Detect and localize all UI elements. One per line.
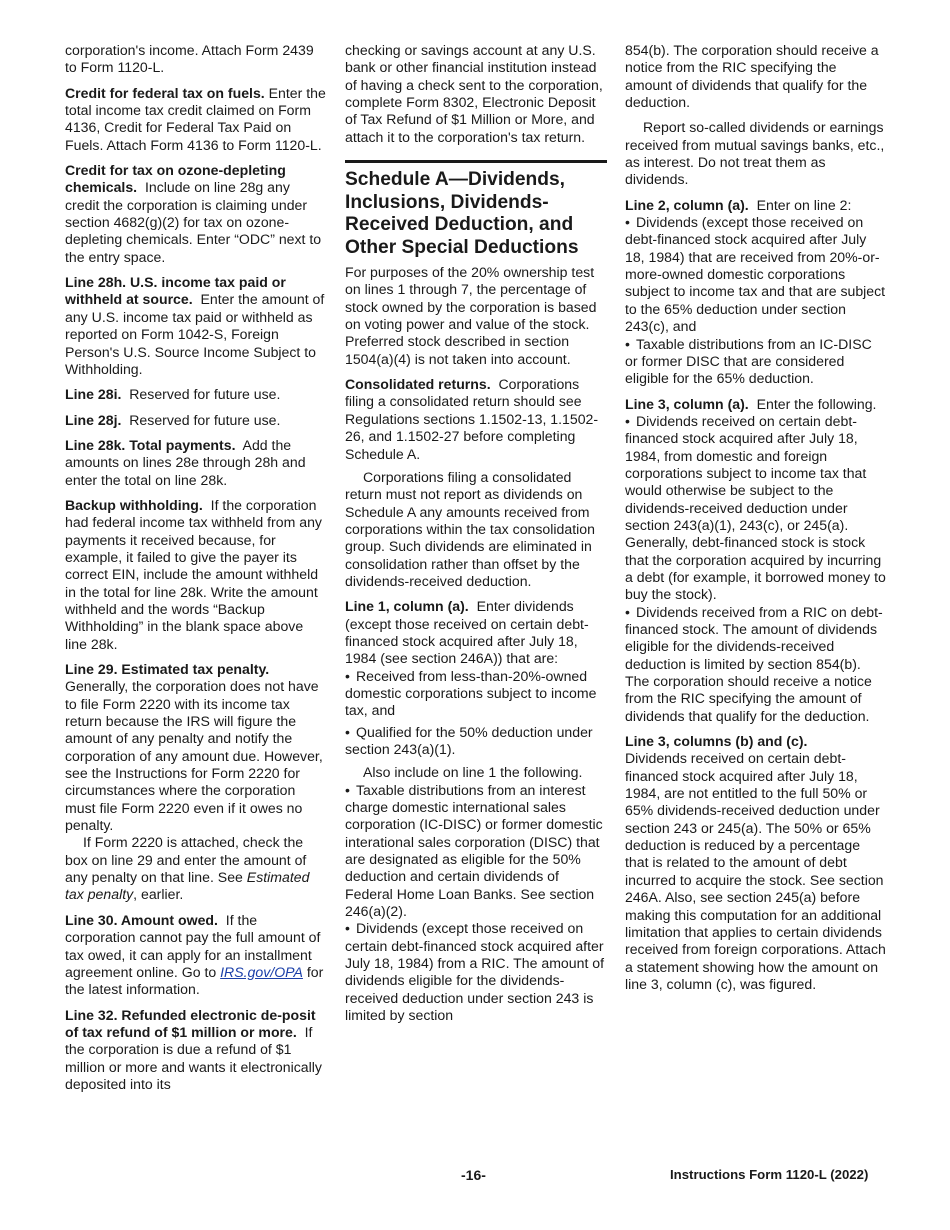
paragraph-mutual-savings: Report so-called dividends or earnings received from mutual savings banks, etc., as interest. Do not treat them as dividends. <box>625 119 885 188</box>
heading-line-30: Line 30. Amount owed. <box>65 911 218 928</box>
paragraph-line-1-col-a: Line 1, column (a). Enter dividends (except those received on certain debt-financed stock acquired after July 18, 1984 (see section 246A)) that are: <box>345 598 589 667</box>
list-item: • Received from less-than-20%-owned domestic corporations subject to income tax, and <box>345 667 597 719</box>
list-item: • Qualified for the 50% deduction under section 243(a)(1). <box>345 723 593 757</box>
bullet-icon: • <box>345 781 350 798</box>
column-2 <box>345 42 607 1025</box>
paragraph-fuels-credit: Credit for federal tax on fuels. Enter the total income tax credit claimed on Form 4136, Credit for Federal Tax Paid on Fuels. Attach Form 4136 to Form 1120-L. <box>65 84 326 153</box>
paragraph-consolidation-group: Corporations filing a consolidated return must not report as dividends on Schedule A any amounts received from corporations within the tax consolidation group. Such dividends are eliminated in consolidation rather than offset by the dividends-received deduction. <box>345 468 595 589</box>
paragraph-line-3-cols-b-c: Line 3, columns (b) and (c). Dividends received on certain debt-financed stock acquired after July 18, 1984, are not entitled to the full 50% or 65% dividends-received deduction under section 243 or 245(a). The 50% or 65% deduction is reduced by a percentage that is related to the amount of debt incurred to acquire the stock. See section 246A. Also, see section 245(a) before making this computation for an additional limitation that applies to certain dividends received from foreign corporations. Attach a statement showing how the amount on line 3, column (c), was figured. <box>625 733 886 992</box>
paragraph-line-28h: Line 28h. U.S. income tax paid or withheld at source. Enter the amount of any U.S. income tax paid or withheld as reported on Form 1042-S, Foreign Person's U.S. Source Income Subject to Withholding. <box>65 274 325 377</box>
bullet-icon: • <box>625 335 630 352</box>
bullet-icon: • <box>345 723 350 740</box>
heading-line-28k: Line 28k. Total payments. <box>65 436 236 453</box>
heading-line-29: Line 29. Estimated tax penalty. <box>65 661 270 677</box>
bullet-icon: • <box>625 603 630 620</box>
section-divider <box>345 160 607 163</box>
paragraph-consolidated-returns: Consolidated returns. Corporations filing a consolidated return should see Regulations sections 1.1502-13, 1.1502-26, and 1.1502-27 before completing Schedule A. <box>345 376 599 462</box>
bullet-icon: • <box>625 412 630 429</box>
paragraph-ozone-credit: Credit for tax on ozone-depleting chemicals. Include on line 28g any credit the corporation is claiming under section 4682(g)(2) for tax on ozone-depleting chemicals. Enter “ODC” next to the entry space. <box>65 162 322 265</box>
list-item: • Dividends received on certain debt-financed stock acquired after July 18, 1984, from domestic and foreign corporations subject to income tax that would otherwise be subject to the dividends-received deduction under section 243(a)(1), 243(c), or 245(a). Generally, debt-financed stock is stock that the corporation acquired by incurring a debt (for example, it borrowed money to buy the stock). <box>625 412 886 603</box>
paragraph-line-28k: Line 28k. Total payments. Add the amounts on lines 28e through 28h and enter the total on line 28k. <box>65 436 306 488</box>
paragraph-line-29: Line 29. Estimated tax penalty. Generally, the corporation does not have to file Form 2220 with its income tax return because the IRS will figure the amount of any penalty and notify the corporation of any amount due. However, see the Instructions for Form 2220 for circumstances where the corporation must file Form 2220 even if it owes no penalty. <box>65 661 323 834</box>
paragraph-line-30: Line 30. Amount owed. If the corporation cannot pay the full amount of tax owed, it can apply for an installment agreement online. Go to IRS.gov/OPA for the latest information. <box>65 911 324 998</box>
paragraph-line-28i: Line 28i. Reserved for future use. <box>65 386 281 403</box>
paragraph-also-include: Also include on line 1 the following. <box>363 764 583 781</box>
paragraph-line-32: Line 32. Refunded electronic de-posit of tax refund of $1 million or more. If the corporation is due a refund of $1 million or more and wants it electronically deposited into its <box>65 1006 322 1092</box>
heading-line-3-cols-b-c: Line 3, columns (b) and (c). <box>625 733 808 750</box>
list-item: • Dividends received from a RIC on debt-financed stock. The amount of dividends eligible for the dividends-received deduction is limited by section 854(b). The corporation should receive a notice from the RIC specifying the amount of dividends that qualify for the deduction. <box>625 603 883 724</box>
paragraph-line-3-col-a: Line 3, column (a). Enter the following. <box>625 395 877 412</box>
heading-fuels-credit: Credit for federal tax on fuels. <box>65 84 265 101</box>
footer-form-title: Instructions Form 1120-L (2022) <box>670 1167 869 1182</box>
column-3 <box>625 42 887 1001</box>
irs-opa-link[interactable]: IRS.gov/OPA <box>220 963 303 980</box>
bullet-icon: • <box>625 214 630 231</box>
list-item: • Dividends (except those received on debt-financed stock acquired after July 18, 1984) that are received from 20%-or-more-owned domestic corporations subject to income tax and that are subject to the 65% deduction under section 243(c), and <box>625 214 886 335</box>
paragraph: checking or savings account at any U.S. bank or other financial institution instead of having a check sent to the corporation, complete Form 8302, Electronic Deposit of Tax Refund of $1 Million or More, and attach it to the corporation's tax return. <box>345 42 603 145</box>
paragraph-form-2220: If Form 2220 is attached, check the box on line 29 and enter the amount of any penalty on that line. See Estimated tax penalty, earlier. <box>65 834 310 903</box>
paragraph-ownership-test: For purposes of the 20% ownership test on lines 1 through 7, the percentage of stock owned by the corporation is based on voting power and value of the stock. Preferred stock described in section 1504(a)(4) is not taken into account. <box>345 264 597 367</box>
heading-consolidated-returns: Consolidated returns. <box>345 376 491 393</box>
heading-line-28j: Line 28j. <box>65 411 122 428</box>
column-1 <box>65 42 327 1101</box>
heading-line-28i: Line 28i. <box>65 386 122 403</box>
list-item: • Taxable distributions from an IC-DISC or former DISC that are considered eligible for the 65% deduction. <box>625 335 872 387</box>
reference-estimated-tax-penalty: Estimated tax penalty <box>65 869 310 903</box>
page-number: -16- <box>461 1167 486 1183</box>
bullet-icon: • <box>345 667 350 684</box>
heading-ozone-credit: Credit for tax on ozone-depleting chemicals. <box>65 162 286 196</box>
heading-line-3-col-a: Line 3, column (a). <box>625 395 749 412</box>
heading-line-32: Line 32. Refunded electronic de-posit of tax refund of $1 million or more. <box>65 1006 316 1040</box>
paragraph: corporation's income. Attach Form 2439 to Form 1120-L. <box>65 42 314 76</box>
paragraph-backup-withholding: Backup withholding. If the corporation had federal income tax withheld from any payments it received because, for example, it failed to give the payer its correct EIN, include the amount withheld in the total for line 28k. Write the amount withheld and the words “Backup Withholding” in the blank space above line 28k. <box>65 496 322 652</box>
list-item: • Dividends (except those received on certain debt-financed stock acquired after July 18, 1984) from a RIC. The amount of dividends eligible for the dividends-received deduction under section 243 is limited by section <box>345 920 605 1024</box>
paragraph-line-28j: Line 28j. Reserved for future use. <box>65 411 281 428</box>
heading-backup-withholding: Backup withholding. <box>65 496 203 513</box>
paragraph: 854(b). The corporation should receive a notice from the RIC specifying the amount of dividends that qualify for the deduction. <box>625 42 879 111</box>
paragraph-line-2-col-a: Line 2, column (a). Enter on line 2: <box>625 196 852 213</box>
heading-line-1-col-a: Line 1, column (a). <box>345 598 469 615</box>
heading-line-2-col-a: Line 2, column (a). <box>625 196 749 213</box>
bullet-icon: • <box>345 920 350 937</box>
heading-line-28h: Line 28h. U.S. income tax paid or withheld at source. <box>65 274 286 308</box>
list-item: • Taxable distributions from an interest charge domestic international sales corporation (IC-DISC) or former domestic interational sales corporation (DISC) that are designated as eligible for the 50% deduction and certain dividends of Federal Home Loan Banks. See section 246(a)(2). <box>345 781 603 920</box>
schedule-a-heading: Schedule A—Dividends, Inclusions, Dividends-Received Deduction, and Other Special Deductions <box>345 169 579 258</box>
